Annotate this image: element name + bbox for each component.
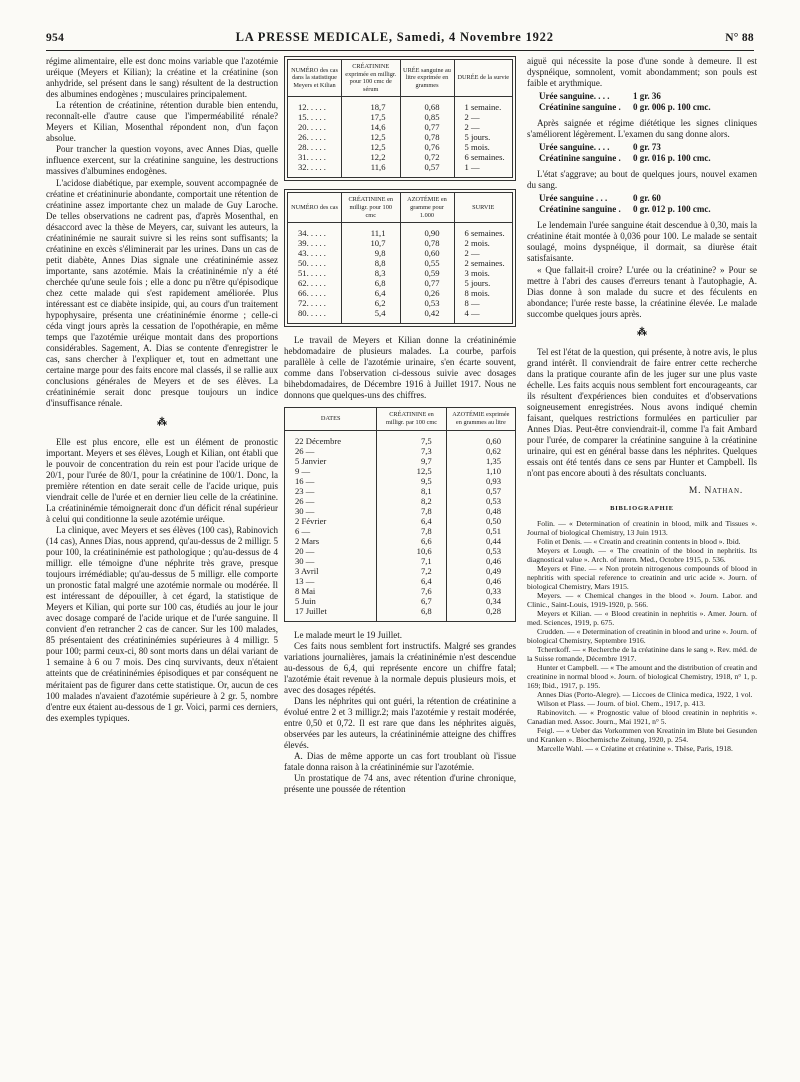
table-2-row bbox=[288, 223, 513, 239]
paragraph: Le malade meurt le 19 Juillet. bbox=[294, 629, 403, 640]
paragraph: Ces faits nous semblent fort instructifs. Malgré ses grandes variations journalières, jamais la créatininémie n'est descendue au-dessous de 6,4, qui représente encore un chiffre fatal; l'azotémie était revenue à la normale depuis plusieurs mois, et avec des dosages répétés. bbox=[284, 640, 516, 695]
issue-number: N° 88 bbox=[725, 32, 754, 44]
table-2-header: AZOTÉMIE en gramme pour 1.000 bbox=[400, 193, 454, 223]
table-3-cell: 7,6 bbox=[377, 586, 446, 596]
bibliography-entry: Folin et Denis. — « Creatin and creatinin contents in blood ». Ibid. bbox=[537, 537, 741, 547]
table-3-cell: 30 — bbox=[285, 506, 377, 516]
table-2-row bbox=[288, 238, 513, 248]
page-header bbox=[46, 30, 754, 48]
table-3-cell: 0,51 bbox=[446, 526, 515, 536]
table-3-cell: 23 — bbox=[285, 486, 377, 496]
table-3-cell: 0,62 bbox=[446, 446, 515, 456]
table-2-cell: 8 — bbox=[454, 298, 513, 308]
table-1-cell: 12,2 bbox=[342, 152, 401, 162]
table-2-cell: 0,53 bbox=[400, 298, 454, 308]
table-3-cell: 0,34 bbox=[446, 596, 515, 606]
table-1-cell: 0,78 bbox=[400, 132, 454, 142]
table-2-row bbox=[288, 288, 513, 298]
table-1-cell: 11,6 bbox=[342, 162, 401, 178]
paragraph: Pour trancher la question voyons, avec Annes Dias, quelle influence exercent, sur la créatinine sanguine, les destructions massives d'albumines endogènes. bbox=[46, 144, 278, 177]
table-1-cell: 5 jours. bbox=[454, 132, 513, 142]
table-2-cell: 6,2 bbox=[342, 298, 401, 308]
table-1-row bbox=[288, 112, 513, 122]
table-1-header: NUMÉRO des cas dans la statistique Meyers et Kilian bbox=[288, 60, 342, 97]
table-1-cell: 20. . . . . bbox=[288, 122, 342, 132]
table-1-cell: 31. . . . . bbox=[288, 152, 342, 162]
table-2-header: SURVIE bbox=[454, 193, 513, 223]
table-3-cell: 12,5 bbox=[377, 466, 446, 476]
table-3-cell: 0,33 bbox=[446, 586, 515, 596]
table-3-cell: 0,44 bbox=[446, 536, 515, 546]
paragraph: Tel est l'état de la question, qui présente, à notre avis, le plus grand intérêt. Il conviendrait de faire entrer cette recherche dans la pratique courante afin de les juger sur une plus vaste échelle. Les faits acquis nous semblent fort encourageants, car ils résultent d'expériences bien conduites et d'observations soigneusement enregistrées. Nous avons indiqué chemin faisant, quelques restrictions formulées en particulier par Annes Dias. Peut-être conviendrait-il, comme l'a fait Ambard pour l'urée, de comparer la créatinine sanguine à la créatinine urinaire, qui est en général basse dans les néphrites. Quelques essais ont été tentés dans ce sens par Hunter et Campbell. Ils n'ont pas encore abouti à des résultats concluants. bbox=[527, 346, 757, 479]
paragraph: régime alimentaire, elle est donc moins variable que l'azotémie uréique (Meyers et Kilian); la créatine et la créatinine (son anhydride, sel présent dans le sang) résultent de la destruction des albumines endogènes ; musculaires principalement. bbox=[46, 56, 278, 100]
table-1-cell: 15. . . . . bbox=[288, 112, 342, 122]
bibliography-entry: Wilson et Plass. — Journ. of biol. Chem., 1917, p. 413. bbox=[537, 699, 706, 709]
table-3-cell: 6,8 bbox=[377, 606, 446, 622]
table-3-body bbox=[285, 430, 516, 621]
blood-value-label: Urée sanguine . . . bbox=[539, 193, 608, 204]
table-3-row bbox=[285, 486, 516, 496]
table-2-cell: 51. . . . . bbox=[288, 268, 342, 278]
table-2-cell: 5,4 bbox=[342, 308, 401, 324]
table-1-header: URÉE sanguine au litre exprimée en grammes bbox=[400, 60, 454, 97]
table-3-cell: 13 — bbox=[285, 576, 377, 586]
table-3-header: CRÉATININE en milligr. par 100 cmc bbox=[377, 408, 446, 430]
table-3-cell: 0,50 bbox=[446, 516, 515, 526]
table-3-cell: 0,53 bbox=[446, 496, 515, 506]
table-1-cell: 6 semaines. bbox=[454, 152, 513, 162]
table-3 bbox=[284, 407, 516, 621]
table-3-cell: 6,7 bbox=[377, 596, 446, 606]
header-rule bbox=[46, 50, 754, 51]
column-1 bbox=[46, 56, 278, 724]
table-1-cell: 0,76 bbox=[400, 142, 454, 152]
blood-value-row bbox=[539, 142, 757, 153]
table-3-cell: 0,48 bbox=[446, 506, 515, 516]
author-signature: M. Nathan. bbox=[688, 486, 743, 497]
blood-value-row bbox=[539, 91, 757, 102]
table-1-header: DURÉE de la survie bbox=[454, 60, 513, 97]
table-2-cell: 0,42 bbox=[400, 308, 454, 324]
table-3-row bbox=[285, 526, 516, 536]
table-2-cell: 5 jours. bbox=[454, 278, 513, 288]
table-3-row bbox=[285, 546, 516, 556]
table-3-cell: 2 Février bbox=[285, 516, 377, 526]
table-1-header: CRÉATININE exprimée en milligr. pour 100 cmc de sérum bbox=[342, 60, 401, 97]
table-3-cell: 0,60 bbox=[446, 430, 515, 446]
table-3-header: DATES bbox=[285, 408, 377, 430]
blood-value: 0 gr. 73 bbox=[633, 142, 661, 153]
table-3-row bbox=[285, 516, 516, 526]
section-separator: ⁂ bbox=[157, 416, 167, 428]
table-3-cell: 8,1 bbox=[377, 486, 446, 496]
table-2-row bbox=[288, 268, 513, 278]
table-3-cell: 6,4 bbox=[377, 576, 446, 586]
table-2-cell: 8,3 bbox=[342, 268, 401, 278]
table-1-row bbox=[288, 122, 513, 132]
bibliography-entry: Hunter et Campbell. — « The amount and the distribution of creatin and creatinine in normal blood ». Journ. of biological Chemistry, 1918, n° 1, p. 169; Ibid., 1917, p. 195. bbox=[527, 663, 757, 691]
table-1-cell: 0,68 bbox=[400, 97, 454, 113]
table-2-cell: 50. . . . . bbox=[288, 258, 342, 268]
table-1-cell: 1 semaine. bbox=[454, 97, 513, 113]
table-2-cell: 2 mois. bbox=[454, 238, 513, 248]
table-1-cell: 17,5 bbox=[342, 112, 401, 122]
blood-value-row bbox=[539, 102, 757, 113]
table-1-cell: 0,85 bbox=[400, 112, 454, 122]
paragraph: Dans les néphrites qui ont guéri, la rétention de créatinine a évolué entre 2 et 3 milligr.2; mais l'azotémie y restait modérée, entre 0,50 et 0,72. Il est rare que dans les néphrites aiguës, observées par les auteurs, la créatininémie atteigne des chiffres élevés. bbox=[284, 695, 516, 751]
table-1-cell: 18,7 bbox=[342, 97, 401, 113]
table-3-cell: 8,2 bbox=[377, 496, 446, 506]
table-2-row bbox=[288, 308, 513, 324]
table-3-cell: 7,8 bbox=[377, 526, 446, 536]
table-3-row bbox=[285, 536, 516, 546]
table-2-row bbox=[288, 248, 513, 258]
table-2-header: CRÉATININE en milligr. pour 100 cmc bbox=[342, 193, 401, 223]
blood-value-label: Créatinine sanguine . bbox=[539, 102, 621, 113]
table-3-cell: 1,35 bbox=[446, 456, 515, 466]
table-2-cell: 39. . . . . bbox=[288, 238, 342, 248]
table-3-row bbox=[285, 586, 516, 596]
table-3-cell: 6 — bbox=[285, 526, 377, 536]
table-3-cell: 5 Janvier bbox=[285, 456, 377, 466]
paragraph: Le travail de Meyers et Kilian donne la créatininémie hebdomadaire de plusieurs malades. La courbe, parfois parallèle à celle de l'azotémie urinaire, s'en écarte souvent, comme dans l'observation ci-dessous suivie avec dosages bihebdomadaires, de Décembre 1916 à Juillet 1917. Nous ne donnons que quelques-uns des chiffres. bbox=[284, 335, 516, 401]
blood-value-row bbox=[539, 153, 757, 164]
blood-value-label: Créatinine sanguine . bbox=[539, 204, 621, 215]
table-1-cell: 2 — bbox=[454, 112, 513, 122]
table-2-cell: 0,59 bbox=[400, 268, 454, 278]
blood-value-row bbox=[539, 204, 757, 215]
table-2-cell: 72. . . . . bbox=[288, 298, 342, 308]
table-3-cell: 1,10 bbox=[446, 466, 515, 476]
journal-title: LA PRESSE MEDICALE, Samedi, 4 Novembre 1922 bbox=[235, 30, 554, 44]
bibliography-entry: Meyers et Lough. — « The creatinin of the blood in nephritis. Its diagnostical value ». Arch. of intern. Med., Octobre 1915, p. 536. bbox=[527, 546, 757, 565]
blood-value-label: Urée sanguine. . . . bbox=[539, 91, 610, 102]
blood-values-2 bbox=[539, 142, 757, 164]
blood-value: 0 gr. 012 p. 100 cmc. bbox=[633, 204, 711, 215]
table-3-cell: 7,8 bbox=[377, 506, 446, 516]
table-2-cell: 6 semaines. bbox=[454, 223, 513, 239]
paragraph: La clinique, avec Meyers et ses élèves (100 cas), Rabinovich (14 cas), Annes Dias, nous apprend, qu'au-dessus de 2 milligr. 5 pour 100, la créatininémie est pathologique ; qu'au-dessus de 4 milligr. elle témoigne d'une néphrite très grave, presque toujours irrémédiable; qu'au-dessus de 5 milligr. elle comporte un pronostic fatal malgré une azotémie normale ou modérée. Il est intéressant de dépouiller, à cet égard, la statistique de Meyers et Kilian, qui porte sur 100 cas, étudiés au jour le jour avec dosage comparé de l'acide urique et de l'urée sanguine. Il convient d'en retrancher 2 cas de cancer. Sur les 100 malades, 85 présentaient des créatininémies supérieures à 4 milligr. 5 pour 100; parmi ceux-ci, 80 sont morts dans un délai variant de 1 semaine à 6 ou 7 mois. Des cinq survivants, deux n'étaient atteints que de créatininémies épisodiques et par conséquent ne méritaient pas de figurer dans cette statistique. Or, aucun de ces 100 malades n'avaient d'azotémie supérieure à 2 gr. 5, nombre d'entre eux étaient au-dessous de 1 gr. Voici, parmi ces derniers, des exemples typiques. bbox=[46, 524, 278, 723]
table-1-row bbox=[288, 97, 513, 113]
table-3-cell: 7,5 bbox=[377, 430, 446, 446]
table-2-cell: 0,60 bbox=[400, 248, 454, 258]
table-1-frame bbox=[284, 56, 516, 181]
bibliography-list bbox=[527, 519, 757, 753]
table-3-row bbox=[285, 556, 516, 566]
table-3-cell: 0,93 bbox=[446, 476, 515, 486]
table-2-cell: 8,8 bbox=[342, 258, 401, 268]
table-1-row bbox=[288, 162, 513, 178]
blood-value-label: Urée sanguine. . . . bbox=[539, 142, 610, 153]
table-1-cell: 0,77 bbox=[400, 122, 454, 132]
table-2-cell: 3 mois. bbox=[454, 268, 513, 278]
table-3-cell: 26 — bbox=[285, 446, 377, 456]
table-3-cell: 6,6 bbox=[377, 536, 446, 546]
table-2-header: NUMÉRO des cas bbox=[288, 193, 342, 223]
table-2-cell: 10,7 bbox=[342, 238, 401, 248]
table-3-cell: 0,28 bbox=[446, 606, 515, 622]
table-3-cell: 0,49 bbox=[446, 566, 515, 576]
table-1-cell: 26. . . . . bbox=[288, 132, 342, 142]
table-2-cell: 6,4 bbox=[342, 288, 401, 298]
table-1-cell: 14,6 bbox=[342, 122, 401, 132]
table-2-row bbox=[288, 258, 513, 268]
table-3-cell: 6,4 bbox=[377, 516, 446, 526]
table-3-cell: 26 — bbox=[285, 496, 377, 506]
paragraph: aiguë qui nécessite la pose d'une sonde à demeure. Il est dyspnéique, somnolent, vomit abondamment; son pouls est faible et arythmique. bbox=[527, 56, 757, 89]
table-3-cell: 10,6 bbox=[377, 546, 446, 556]
blood-values-3 bbox=[539, 193, 757, 215]
table-3-cell: 2 Mars bbox=[285, 536, 377, 546]
paragraph: L'acidose diabétique, par exemple, souvent accompagnée de créatine et créatininurie abondante, comportait une rétention de créatinine assez importante chez un malade de Guy Laroche. De telles observations ne cadrent pas, d'après Mosenthal, en désaccord avec la thèse de Meyers, car, suivant les auteurs, la créatininémie ne saurait suivre si les reins sont suffisants; la créatinine en excès s'éliminerait par les urines. Dans un cas de petit diabète, Annes Dias signale une créatininémie assez importante, sans azotémie. Mais la créatininémie n'y a été cherchée qu'une seule fois ; elle a donc pu n'être qu'épisodique chez cette malade qui s'est rapidement améliorée. Plus intéressant est ce diabète insipide, qui, au cours d'un traitement hypophysaire, présenta une créatininémie énorme ; celle-ci céda vingt jours après la cessation de l'opothérapie, en même temps que l'azotémie uréique montait dans des proportions considérables. Sagement, A. Dias se contente d'enregistrer le cas, sans chercher à l'expliquer et, tout en admettant une certaine marge pour des faits encore mal classés, il se rallie aux conclusions générales de Meyers et de ses élèves. La créatininémie serait donc presque toujours un indice d'insuffisance rénale. bbox=[46, 177, 278, 409]
table-3-cell: 7,2 bbox=[377, 566, 446, 576]
table-3-row bbox=[285, 496, 516, 506]
table-3-cell: 3 Avril bbox=[285, 566, 377, 576]
table-3-row bbox=[285, 596, 516, 606]
table-3-cell: 7,1 bbox=[377, 556, 446, 566]
table-2-cell: 62. . . . . bbox=[288, 278, 342, 288]
table-2-cell: 0,77 bbox=[400, 278, 454, 288]
table-1-cell: 5 mois. bbox=[454, 142, 513, 152]
table-1-row bbox=[288, 132, 513, 142]
table-2-cell: 0,78 bbox=[400, 238, 454, 248]
table-3-cell: 8 Mai bbox=[285, 586, 377, 596]
blood-values-1 bbox=[539, 91, 757, 113]
paragraph: La rétention de créatinine, rétention durable bien entendu, reconnaît-elle d'autre cause que l'imperméabilité rénale? Meyers et Kilian, Mosenthal répondent non, d'un façon absolue. bbox=[46, 100, 278, 144]
column-3 bbox=[527, 56, 757, 753]
table-3-cell: 9 — bbox=[285, 466, 377, 476]
table-2-row bbox=[288, 298, 513, 308]
table-3-cell: 0,57 bbox=[446, 486, 515, 496]
table-2-frame bbox=[284, 189, 516, 327]
table-2-cell: 0,26 bbox=[400, 288, 454, 298]
table-2-cell: 43. . . . . bbox=[288, 248, 342, 258]
table-1-cell: 12. . . . . bbox=[288, 97, 342, 113]
blood-value: 0 gr. 006 p. 100 cmc. bbox=[633, 102, 711, 113]
table-1-cell: 0,57 bbox=[400, 162, 454, 178]
table-2-cell: 0,55 bbox=[400, 258, 454, 268]
table-3-cell: 9,5 bbox=[377, 476, 446, 486]
table-3-cell: 22 Décembre bbox=[285, 430, 377, 446]
table-2-cell: 6,8 bbox=[342, 278, 401, 288]
table-1-cell: 12,5 bbox=[342, 132, 401, 142]
bibliography-entry: Meyers et Kilian. — « Blood creatinin in nephritis ». Amer. Journ. of med. Sciences, 1919, p. 675. bbox=[527, 609, 757, 628]
blood-value: 0 gr. 60 bbox=[633, 193, 661, 204]
table-2 bbox=[287, 192, 513, 324]
table-3-cell: 0,46 bbox=[446, 556, 515, 566]
paragraph: Le lendemain l'urée sanguine était descendue à 0,30, mais la créatinine était montée à 0,036 pour 100. Le malade se sentait soulagé, moins dyspnéique, il dormait, sa diurèse était satisfaisante. bbox=[527, 220, 757, 264]
table-3-row bbox=[285, 566, 516, 576]
column-2 bbox=[284, 56, 516, 795]
table-1-cell: 1 — bbox=[454, 162, 513, 178]
table-2-cell: 66. . . . . bbox=[288, 288, 342, 298]
paragraph: Après saignée et régime diététique les signes cliniques s'améliorent légèrement. L'examen du sang donne alors. bbox=[527, 118, 757, 140]
table-3-cell: 17 Juillet bbox=[285, 606, 377, 622]
table-3-cell: 20 — bbox=[285, 546, 377, 556]
table-3-cell: 0,53 bbox=[446, 546, 515, 556]
paragraph: L'état s'aggrave; au bout de quelques jours, nouvel examen du sang. bbox=[527, 169, 757, 191]
table-2-cell: 34. . . . . bbox=[288, 223, 342, 239]
table-1 bbox=[287, 59, 513, 178]
blood-value: 0 gr. 016 p. 100 cmc. bbox=[633, 153, 711, 164]
table-2-cell: 2 — bbox=[454, 248, 513, 258]
table-3-row bbox=[285, 506, 516, 516]
blood-value-label: Créatinine sanguine . bbox=[539, 153, 621, 164]
table-1-cell: 2 — bbox=[454, 122, 513, 132]
table-2-row bbox=[288, 278, 513, 288]
table-3-row bbox=[285, 606, 516, 622]
bibliography-entry: Annes Dias (Porto-Alegre). — Liccoes de Clinica medica, 1922, 1 vol. bbox=[537, 690, 753, 700]
table-1-cell: 28. . . . . bbox=[288, 142, 342, 152]
bibliography-entry: Marcelle Wahl. — « Créatine et créatinine ». Thèse, Paris, 1918. bbox=[537, 744, 733, 754]
table-3-row bbox=[285, 430, 516, 446]
table-3-cell: 5 Juin bbox=[285, 596, 377, 606]
table-2-cell: 9,8 bbox=[342, 248, 401, 258]
table-3-row bbox=[285, 446, 516, 456]
table-3-cell: 30 — bbox=[285, 556, 377, 566]
table-1-row bbox=[288, 142, 513, 152]
bibliography-entry: Tchertkoff. — « Recherche de la créatinine dans le sang ». Rev. méd. de la Suisse romande, Décembre 1917. bbox=[527, 645, 757, 664]
table-1-body bbox=[288, 97, 513, 178]
blood-value: 1 gr. 36 bbox=[633, 91, 661, 102]
table-3-cell: 7,3 bbox=[377, 446, 446, 456]
table-2-cell: 80. . . . . bbox=[288, 308, 342, 324]
bibliography-entry: Feigl. — « Ueber das Vorkommen von Kreatinin im Blute bei Gesunden und Kranken ». Biochemische Zeitung, 1920, p. 254. bbox=[527, 726, 757, 745]
table-2-cell: 2 semaines. bbox=[454, 258, 513, 268]
table-2-cell: 0,90 bbox=[400, 223, 454, 239]
table-1-cell: 32. . . . . bbox=[288, 162, 342, 178]
table-1-cell: 0,72 bbox=[400, 152, 454, 162]
paragraph: « Que fallait-il croire? L'urée ou la créatinine? » Pour se mettre à l'abri des causes d'erreurs tenant à l'autophagie, A. Dias donne à son malade du sucre et des féculents en abondance; l'urée reste basse, la créatinine élevée. Le malade succombe quelques jours après. bbox=[527, 264, 757, 319]
bibliography-entry: Folin. — « Determination of creatinin in blood, milk and Tissues ». Journal of biological Chemistry, 13 Juin 1913. bbox=[527, 519, 757, 538]
table-1-cell: 12,5 bbox=[342, 142, 401, 152]
table-2-body bbox=[288, 223, 513, 324]
bibliography-entry: Crudden. — « Determination of creatinin in blood and urine ». Journ. of biological Chemistry, Septembre 1916. bbox=[527, 627, 757, 646]
section-separator: ⁂ bbox=[637, 326, 647, 338]
paragraph: A. Dias de même apporte un cas fort troublant où l'issue fatale donna raison à la créatininémie sur l'azotémie. bbox=[284, 751, 516, 773]
bibliography-entry: Rabinovitch. — « Prognostic value of blood creatinin in nephritis ». Canadian med. Assoc. Journ., Mai 1921, n° 5. bbox=[527, 708, 757, 727]
paragraph: Elle est plus encore, elle est un élément de pronostic important. Meyers et ses élèves, Lough et Kilian, ont établi que le pouvoir de concentration du rein est pour l'acide urique de 20/1, pour l'urée de 80/1, pour la créatinine de 100/1. Donc, la première rétention en date serait celle de l'acide urique, puis viendrait celle de l'urée et en dernier lieu celle de la créatinine. La créatininémie témoignerait donc d'un déficit rénal supérieur à celui qui conditionne la seule azotémie uréique. bbox=[46, 436, 278, 524]
blood-value-row bbox=[539, 193, 757, 204]
page-number: 954 bbox=[46, 32, 65, 44]
paragraph: Un prostatique de 74 ans, avec rétention d'urine chronique, présente une poussée de rétention bbox=[284, 773, 516, 795]
bibliography-entry: Meyers et Fine. — « Non protein nitrogenous compounds of blood in nephritis with special reference to creatinin and uric acide ». Journ. of biological Chemistry, Mars 1915. bbox=[527, 564, 757, 592]
bibliography-entry: Meyers. — « Chemical changes in the blood ». Journ. Labor. and Clinic., Saint-Louis, 1919-1920, p. 566. bbox=[527, 591, 757, 610]
table-3-header: AZOTÉMIE exprimée en grammes au litre bbox=[446, 408, 515, 430]
table-3-row bbox=[285, 476, 516, 486]
table-2-cell: 8 mois. bbox=[454, 288, 513, 298]
table-2-cell: 4 — bbox=[454, 308, 513, 324]
table-3-cell: 9,7 bbox=[377, 456, 446, 466]
table-3-cell: 16 — bbox=[285, 476, 377, 486]
table-3-row bbox=[285, 456, 516, 466]
table-3-cell: 0,46 bbox=[446, 576, 515, 586]
table-3-row bbox=[285, 576, 516, 586]
table-3-row bbox=[285, 466, 516, 476]
bibliography-title: BIBLIOGRAPHIE bbox=[610, 505, 674, 513]
table-2-cell: 11,1 bbox=[342, 223, 401, 239]
table-1-row bbox=[288, 152, 513, 162]
